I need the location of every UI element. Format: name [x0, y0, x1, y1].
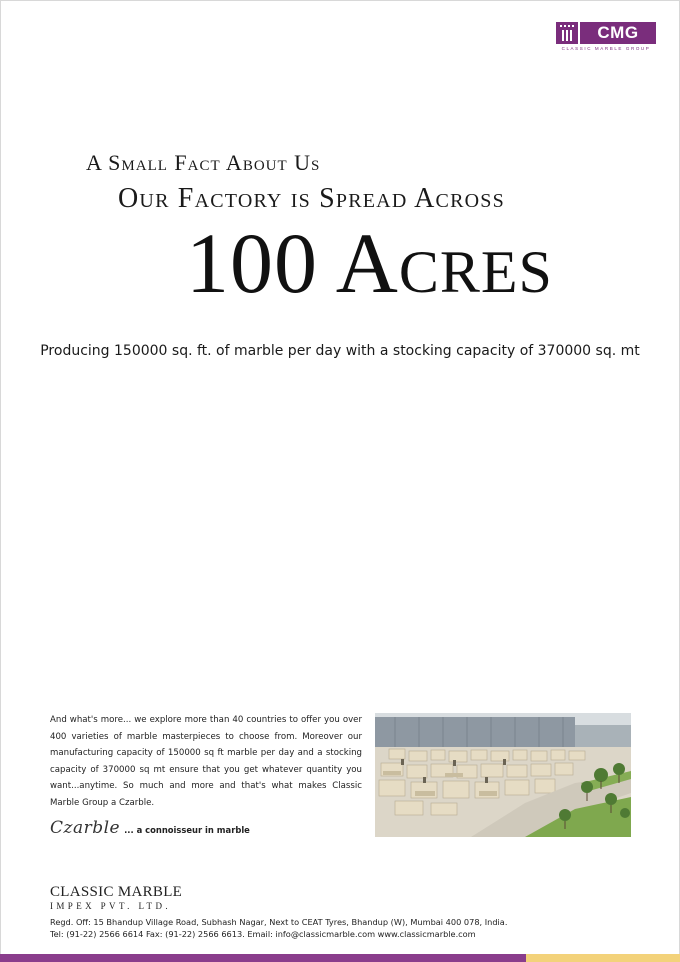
- pillar-crown-icon: [556, 22, 578, 44]
- company-address: Regd. Off: 15 Bhandup Village Road, Subhash Nagar, Next to CEAT Tyres, Bhandup (W), Mumbai 400 078, India.: [50, 917, 508, 927]
- signature: [50, 818, 250, 838]
- logo-mark: CMG: [578, 22, 656, 44]
- company-subtitle: IMPEX PVT. LTD.: [50, 901, 172, 911]
- body-paragraph: And what's more... we explore more than 40 countries to offer you over 400 varieties of marble masterpieces to choose from. Moreover our manufacturing capacity of 150000 sq ft marble per day and a stocking capacity of 370000 sq mt ensure that you get whatever quantity you want...anytime. So much and more and that's what makes Classic Marble Group a Czarble.: [50, 715, 362, 808]
- logo-tagline: CLASSIC MARBLE GROUP: [561, 46, 651, 51]
- headline-line-1: A Small Fact About Us: [86, 150, 321, 175]
- cmg-logo: [556, 22, 656, 51]
- footer-bar-yellow: [526, 954, 680, 962]
- headline-line-3: 100 Acres: [186, 215, 553, 311]
- company-name: CLASSIC MARBLE: [50, 884, 183, 900]
- company-contact: Tel: (91-22) 2566 6614 Fax: (91-22) 2566 6613. Email: info@classicmarble.com www.classicmarble.com: [50, 929, 476, 939]
- production-tagline: Producing 150000 sq. ft. of marble per day with a stocking capacity of 370000 sq. mt: [40, 343, 640, 359]
- footer-color-bar: [0, 954, 680, 962]
- footer-bar-purple: [0, 954, 526, 962]
- factory-photo: [375, 713, 631, 837]
- czarble-script-logo: Czarble: [50, 818, 121, 838]
- logo-badge: [556, 22, 656, 44]
- headline-line-2: Our Factory is Spread Across: [118, 183, 505, 214]
- signature-tagline: ... a connoisseur in marble: [124, 825, 250, 835]
